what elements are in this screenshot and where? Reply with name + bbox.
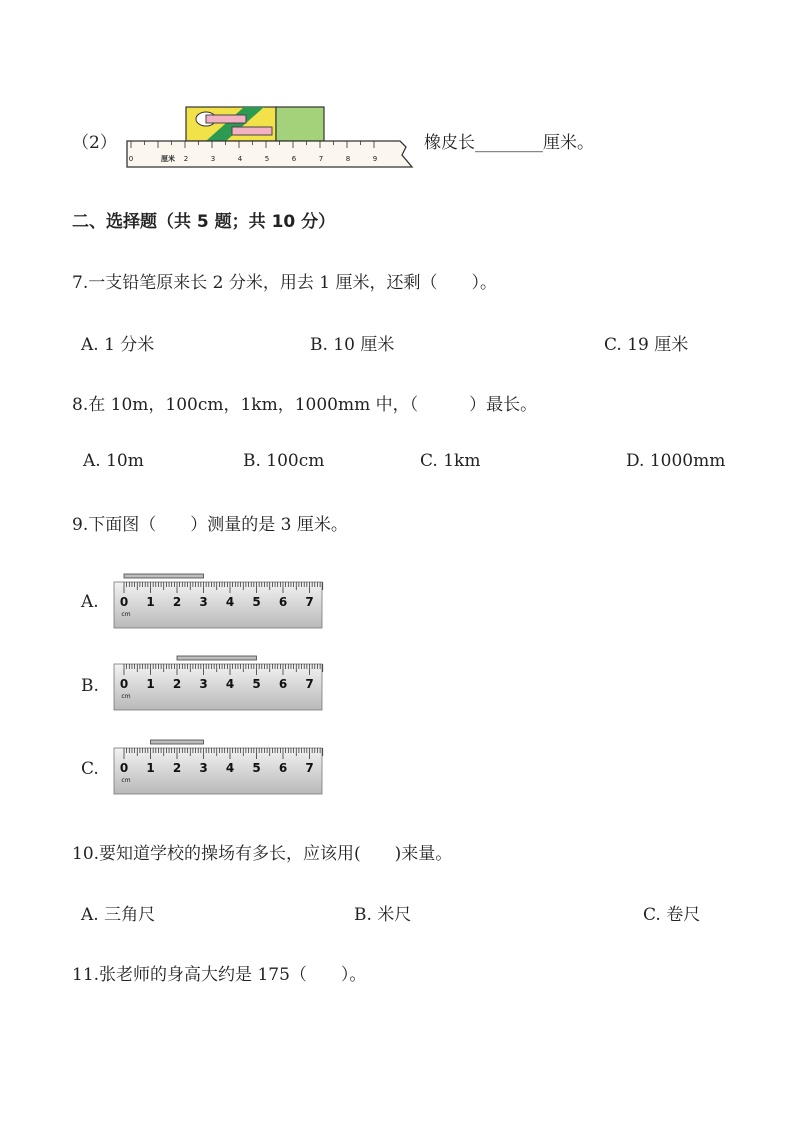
ruler-number: 4 xyxy=(225,595,235,609)
ruler-number: 2 xyxy=(172,595,182,609)
q8-option-b[interactable]: B. 100cm xyxy=(243,451,325,471)
measured-bar xyxy=(124,574,204,578)
q8-option-d[interactable]: D. 1000mm xyxy=(626,451,726,471)
q7-option-a[interactable]: A. 1 分米 xyxy=(81,335,155,355)
q7-text: 7.一支铅笔原来长 2 分米，用去 1 厘米，还剩（ ）。 xyxy=(72,273,497,293)
q8-text: 8.在 10m，100cm，1km，1000mm 中，（ ）最长。 xyxy=(72,395,538,415)
ruler-number: 5 xyxy=(252,761,261,775)
ruler-number: 3 xyxy=(199,595,208,609)
q8-option-a[interactable]: A. 10m xyxy=(83,451,144,471)
q7-option-c[interactable]: C. 19 厘米 xyxy=(604,335,689,355)
ruler-num-2: 2 xyxy=(183,155,189,163)
ruler-unit: cm xyxy=(121,611,131,618)
q10-option-c[interactable]: C. 卷尺 xyxy=(643,905,701,925)
ruler-body xyxy=(127,141,412,167)
q9-option-b-label[interactable]: B. xyxy=(81,676,99,696)
ruler-number: 2 xyxy=(172,677,182,691)
ruler-num-0: 0 xyxy=(128,155,134,163)
measured-bar xyxy=(151,740,204,744)
ruler-number: 4 xyxy=(225,677,235,691)
ruler-number: 0 xyxy=(119,595,129,609)
q9-ruler-a[interactable] xyxy=(110,570,330,632)
ruler-num-7: 7 xyxy=(318,155,324,163)
ruler-unit: cm xyxy=(121,693,131,700)
ruler-body xyxy=(114,582,322,628)
ruler-number: 1 xyxy=(146,595,155,609)
ruler-number: 0 xyxy=(119,677,129,691)
ruler-number: 4 xyxy=(225,761,235,775)
ruler-num-6: 6 xyxy=(291,155,297,163)
ruler-number: 6 xyxy=(278,677,288,691)
eraser-pink-bar-2 xyxy=(232,127,272,135)
ruler-number: 0 xyxy=(119,761,129,775)
q10-option-b[interactable]: B. 米尺 xyxy=(354,905,412,925)
ruler-num-4: 4 xyxy=(237,155,243,163)
ruler-number: 3 xyxy=(199,677,208,691)
ruler-number: 5 xyxy=(252,677,261,691)
ruler-number: 2 xyxy=(172,761,182,775)
q9-option-c-label[interactable]: C. xyxy=(81,759,99,779)
ruler-number: 7 xyxy=(305,595,314,609)
ruler-number: 5 xyxy=(252,595,261,609)
ruler-number: 7 xyxy=(305,761,314,775)
ruler-num-9: 9 xyxy=(372,155,378,163)
q6-answer-prefix: 橡皮长 xyxy=(424,133,475,153)
ruler-number: 1 xyxy=(146,761,155,775)
ruler-body xyxy=(114,748,322,794)
q8-option-c[interactable]: C. 1km xyxy=(420,451,481,471)
measured-bar xyxy=(177,656,257,660)
ruler-num-8: 8 xyxy=(345,155,351,163)
q6-answer-blank[interactable]: ________ xyxy=(475,133,543,153)
ruler-number: 6 xyxy=(278,595,288,609)
q6-answer-line xyxy=(424,128,594,153)
q11-text: 11.张老师的身高大约是 175（ ）。 xyxy=(72,965,367,985)
section-title: 二、选择题（共 5 题；共 10 分） xyxy=(72,212,336,232)
ruler-num-5: 5 xyxy=(264,155,270,163)
eraser-pink-bar-1 xyxy=(206,115,246,123)
ruler-number: 1 xyxy=(146,677,155,691)
q10-option-a[interactable]: A. 三角尺 xyxy=(81,905,156,925)
ruler-number: 3 xyxy=(199,761,208,775)
q9-text: 9.下面图（ ）测量的是 3 厘米。 xyxy=(72,515,348,535)
q7-option-b[interactable]: B. 10 厘米 xyxy=(310,335,395,355)
ruler-number: 7 xyxy=(305,677,314,691)
q9-ruler-b[interactable] xyxy=(110,652,330,714)
q10-text: 10.要知道学校的操场有多长，应该用( )来量。 xyxy=(72,844,453,864)
q6-answer-suffix: 厘米。 xyxy=(543,133,594,153)
q6-part2-label: （2） xyxy=(72,133,117,153)
ruler-number: 6 xyxy=(278,761,288,775)
eraser-ruler-figure xyxy=(122,103,422,173)
ruler-num-3: 3 xyxy=(210,155,216,163)
ruler-unit: 厘米 xyxy=(161,155,175,163)
q9-option-a-label[interactable]: A. xyxy=(81,592,99,612)
q9-ruler-c[interactable] xyxy=(110,736,330,798)
eraser-right-block xyxy=(276,107,324,141)
ruler-unit: cm xyxy=(121,777,131,784)
ruler-body xyxy=(114,664,322,710)
